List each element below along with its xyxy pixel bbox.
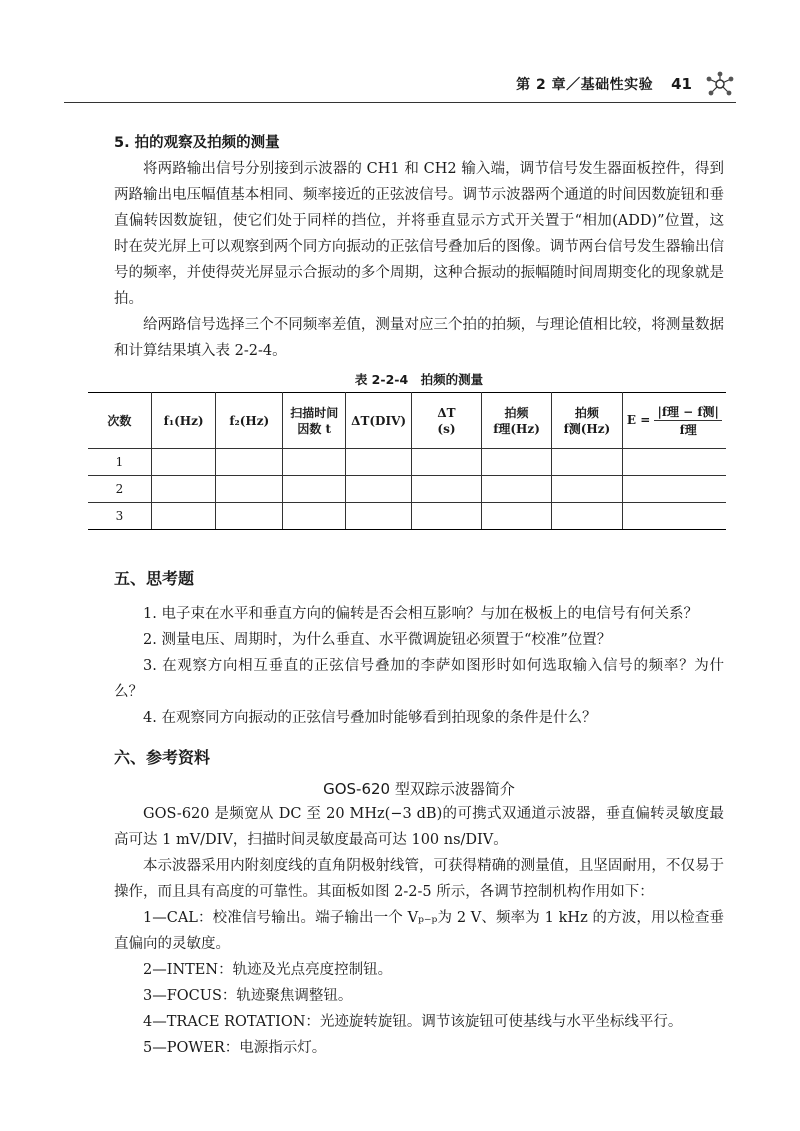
table-cell	[622, 503, 726, 530]
table-cell	[411, 503, 481, 530]
section-reference	[114, 744, 724, 1061]
col-header-f2: f₂(Hz)	[216, 393, 283, 449]
beat-frequency-table	[88, 392, 726, 530]
control-item-2: 2—INTEN：轨迹及光点亮度控制钮。	[143, 962, 393, 978]
molecule-logo-icon	[704, 70, 736, 98]
table-cell	[216, 449, 283, 476]
reference-paragraph-1: GOS-620 是频宽从 DC 至 20 MHz(−3 dB)的可携式双通道示波器，垂直偏转灵敏度最高可达 1 mV/DIV，扫描时间灵敏度最高可达 100 ns/DIV。	[114, 806, 724, 848]
question-1: 1. 电子束在水平和垂直方向的偏转是否会相互影响？与加在极板上的电信号有何关系？	[143, 606, 698, 622]
table-cell	[283, 476, 346, 503]
row-number: 2	[88, 476, 151, 503]
col-header-count: 次数	[88, 393, 151, 449]
control-item-5: 5—POWER：电源指示灯。	[143, 1040, 327, 1056]
section-questions	[114, 565, 724, 731]
running-header	[516, 70, 736, 98]
reference-subtitle: GOS-620 型双踪示波器简介	[323, 780, 515, 798]
table-cell	[411, 449, 481, 476]
reference-title: 六、参考资料	[114, 748, 211, 767]
table-row	[88, 503, 726, 530]
section-5-paragraph-2: 给两路信号选择三个不同频率差值，测量对应三个拍的拍频，与理论值相比较，将测量数据和计算结果填入表 2-2-4。	[114, 317, 724, 359]
table-cell	[283, 503, 346, 530]
question-4: 4. 在观察同方向振动的正弦信号叠加时能够看到拍现象的条件是什么？	[143, 710, 597, 726]
chapter-title: 第 2 章／基础性实验	[516, 77, 654, 93]
page-number: 41	[671, 75, 692, 93]
reference-paragraph-2: 本示波器采用内附刻度线的直角阴极射线管，可获得精确的测量值，且坚固耐用，不仅易于操作，而且具有高度的可靠性。其面板如图 2-2-5 所示，各调节控制机构作用如下：	[114, 858, 724, 900]
section-5-paragraph-1: 将两路输出信号分别接到示波器的 CH1 和 CH2 输入端，调节信号发生器面板控件，得到两路输出电压幅值基本相同、频率接近的正弦波信号。调节示波器两个通道的时间因数旋钮和垂直偏转因数旋钮，使它们处于同样的挡位，并将垂直显示方式开关置于“相加(ADD)”位置，这时在荧光屏上可以观察到两个同方向振动的正弦信号叠加后的图像。调节两台信号发生器输出信号的频率，并使得荧光屏显示合振动的多个周期，这种合振动的振幅随时间周期变化的现象就是拍。	[114, 161, 724, 307]
section-5-title: 5. 拍的观察及拍频的测量	[114, 135, 280, 151]
table-cell	[283, 449, 346, 476]
table-caption: 表 2-2-4 拍频的测量	[354, 372, 484, 387]
col-header-beat-theory: 拍频 f理(Hz)	[482, 393, 552, 449]
question-3: 3. 在观察方向相互垂直的正弦信号叠加的李萨如图形时如何选取输入信号的频率？为什么？	[114, 658, 724, 700]
col-header-beat-measured: 拍频 f测(Hz)	[551, 393, 622, 449]
col-header-error-formula: E = $\frac{\text{|f理 − f测|}}{\text{f理}}$	[622, 393, 726, 449]
row-number: 3	[88, 503, 151, 530]
table-row	[88, 476, 726, 503]
control-item-4: 4—TRACE ROTATION：光迹旋转旋钮。调节该旋钮可使基线与水平坐标线平行。	[143, 1014, 683, 1030]
table-cell	[482, 449, 552, 476]
control-item-1: 1—CAL：校准信号输出。端子输出一个 Vₚ₋ₚ为 2 V、频率为 1 kHz 的方波，用以检查垂直偏向的灵敏度。	[114, 910, 724, 952]
table-cell	[622, 449, 726, 476]
table-cell	[622, 476, 726, 503]
table-cell	[346, 449, 411, 476]
control-item-3: 3—FOCUS：轨迹聚焦调整钮。	[143, 988, 353, 1004]
table-cell	[216, 503, 283, 530]
header-rule	[64, 102, 736, 103]
section-5	[114, 130, 724, 364]
questions-title: 五、思考题	[114, 569, 195, 588]
table-caption-wrap	[114, 370, 724, 388]
table-cell	[151, 503, 216, 530]
table-row	[88, 449, 726, 476]
table-cell	[151, 476, 216, 503]
table-cell	[551, 476, 622, 503]
col-header-delta-T-div: ΔT(DIV)	[346, 393, 411, 449]
col-header-delta-T-s: ΔT (s)	[411, 393, 481, 449]
question-2: 2. 测量电压、周期时，为什么垂直、水平微调旋钮必须置于“校准”位置？	[143, 632, 612, 648]
row-number: 1	[88, 449, 151, 476]
col-header-scan-factor: 扫描时间 因数 t	[283, 393, 346, 449]
table-header-row	[88, 393, 726, 449]
table-cell	[482, 503, 552, 530]
table-cell	[551, 449, 622, 476]
table-cell	[551, 503, 622, 530]
table-cell	[411, 476, 481, 503]
table-cell	[346, 503, 411, 530]
table-cell	[216, 476, 283, 503]
table-cell	[151, 449, 216, 476]
table-cell	[482, 476, 552, 503]
col-header-f1: f₁(Hz)	[151, 393, 216, 449]
table-cell	[346, 476, 411, 503]
